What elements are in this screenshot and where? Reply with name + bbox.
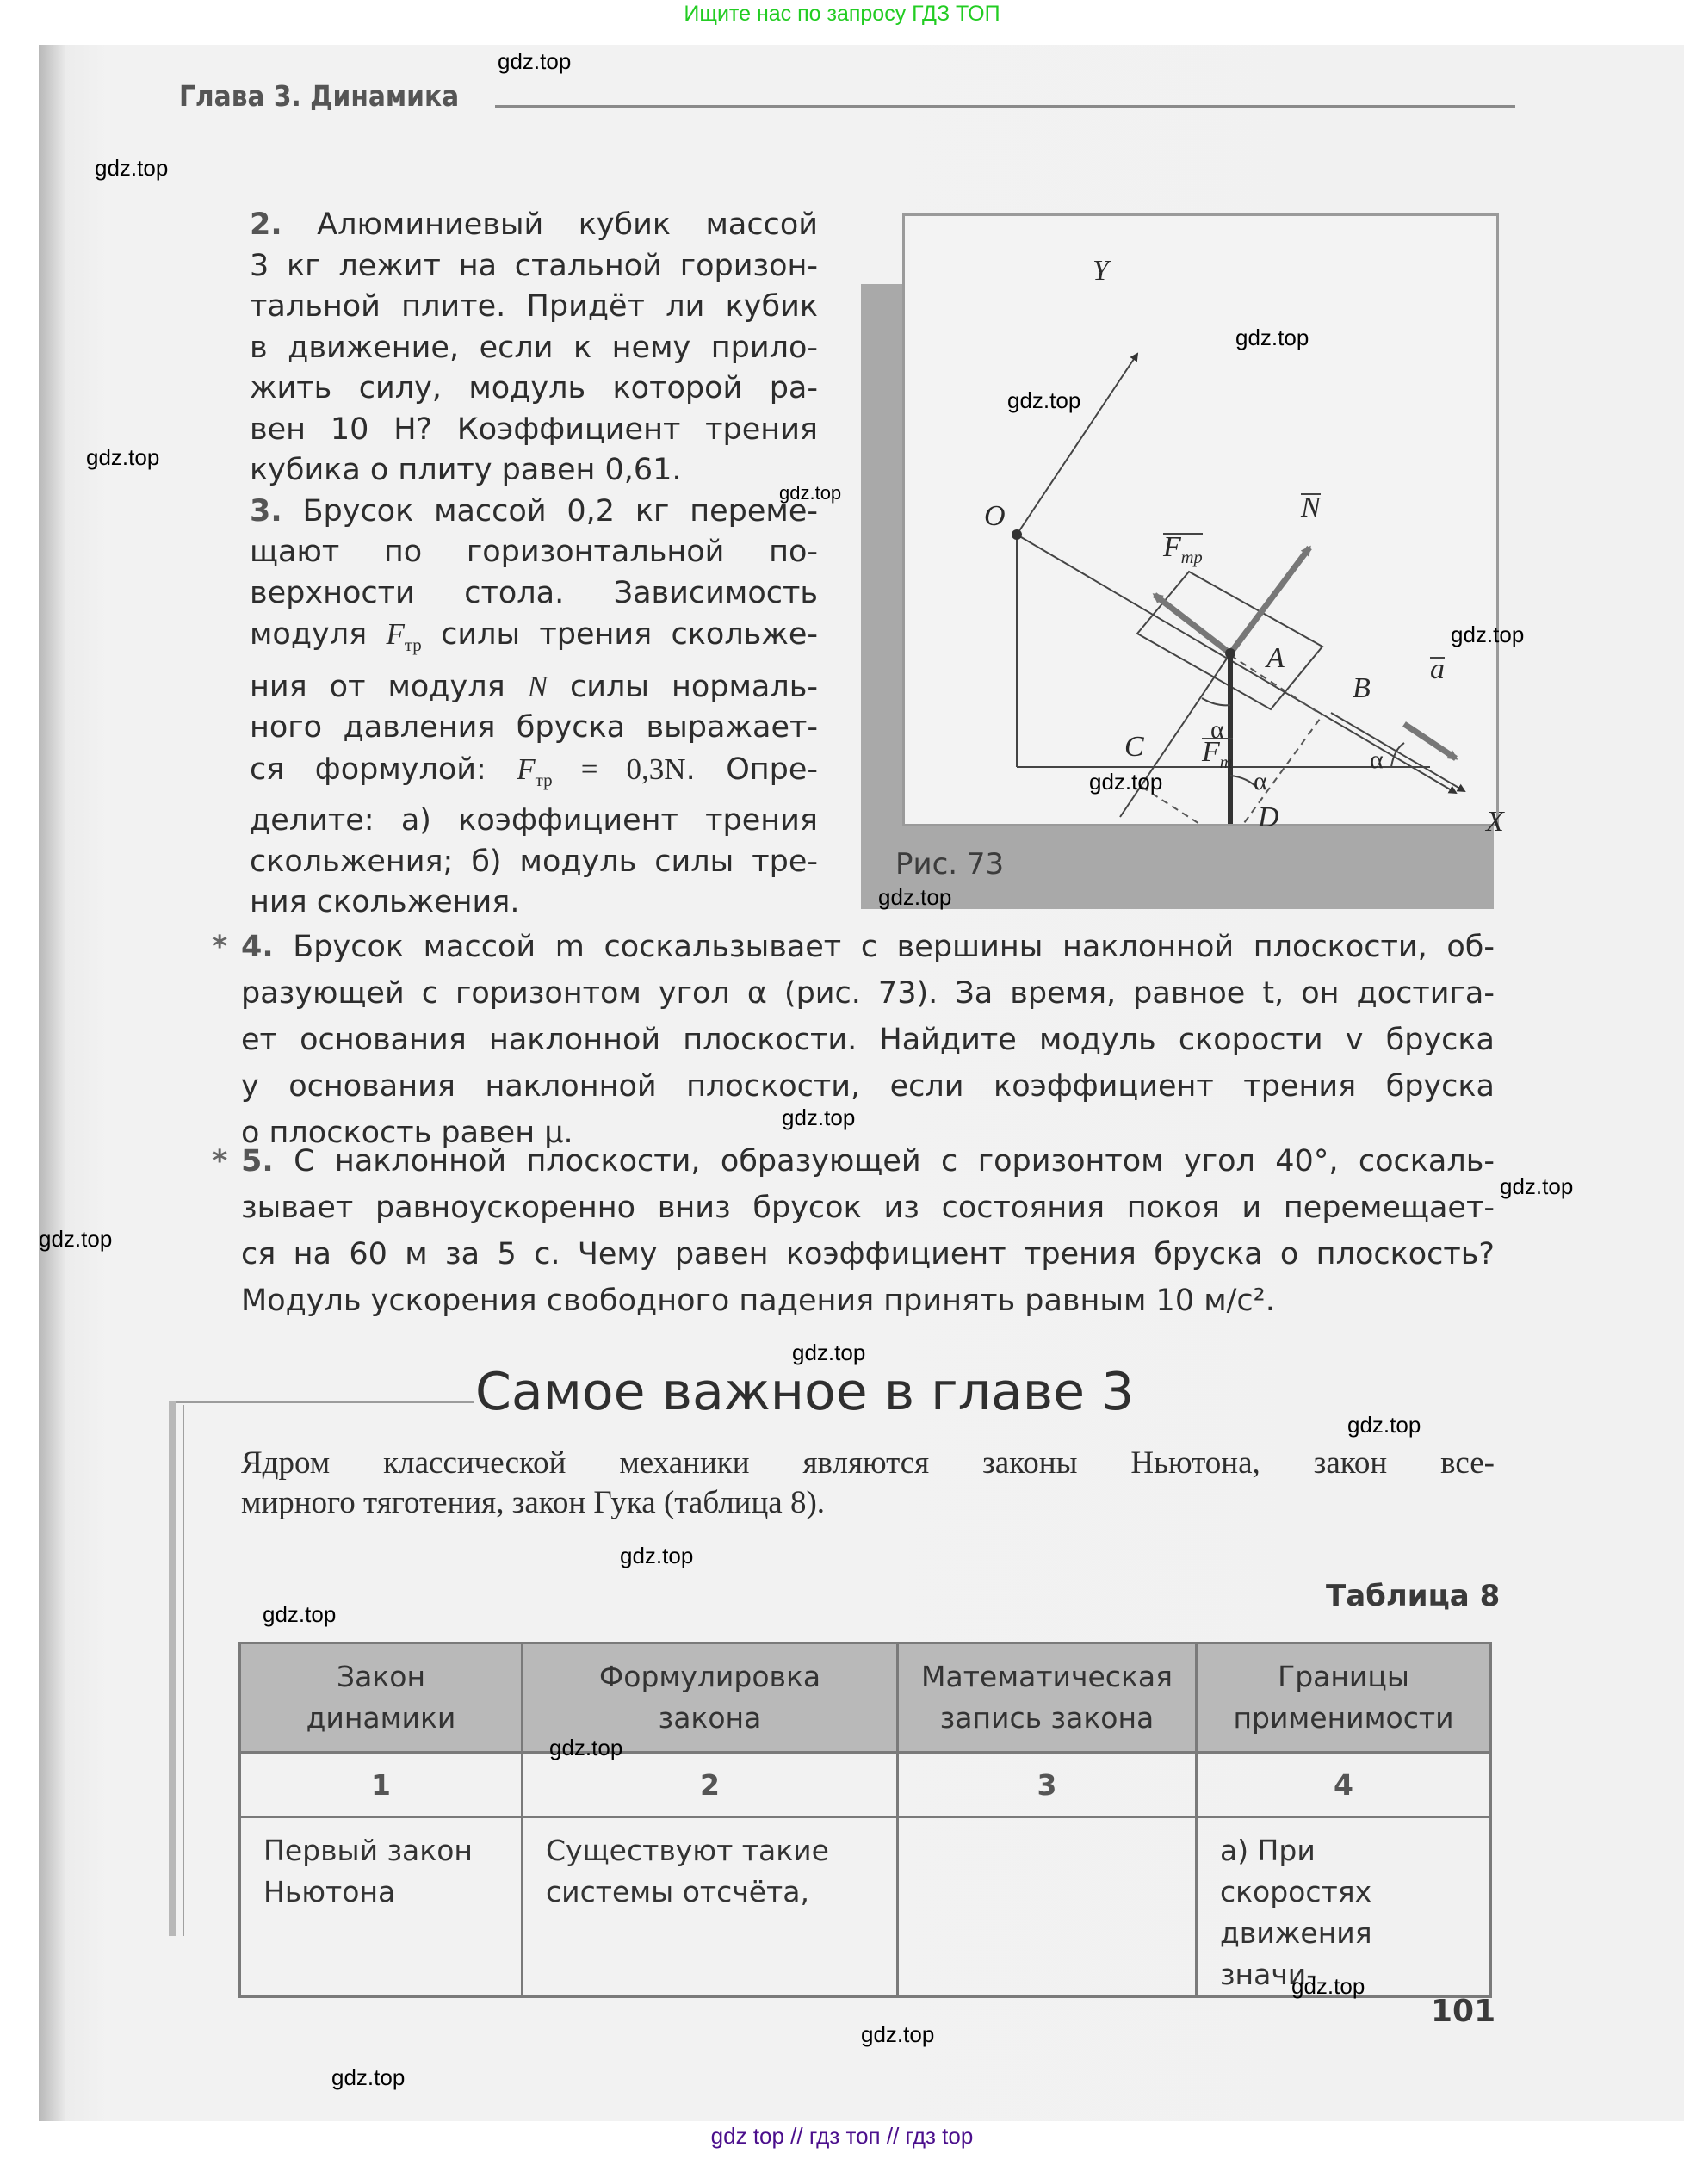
page-spine-shadow xyxy=(39,45,65,2121)
label-sub: тр xyxy=(1180,548,1203,567)
watermark: gdz.top xyxy=(620,1543,694,1568)
point-a xyxy=(1225,648,1235,659)
table-cell xyxy=(898,1817,1197,1997)
problem-5-line: ся на 60 м за 5 с. Чему равен коэффициент трения бруска о плоскость? xyxy=(241,1237,1495,1271)
watermark: gdz.top xyxy=(549,1735,623,1760)
variable-F: F xyxy=(386,617,405,651)
problem-number: 2. xyxy=(250,207,282,242)
point-o xyxy=(1012,529,1022,540)
figure-caption: Рис. 73 xyxy=(895,847,1005,882)
problem-text: Алюминиевый кубик массой xyxy=(317,207,818,242)
cell-text: системы отсчёта, xyxy=(546,1875,809,1909)
watermark: gdz.top xyxy=(331,2064,406,2090)
header-text: Математическая xyxy=(921,1660,1173,1693)
chapter-header: Глава 3. Динамика xyxy=(179,79,460,113)
problem-2-line: в движение, если к нему прило- xyxy=(250,330,818,365)
difficulty-star: * xyxy=(212,1144,228,1179)
problem-3 xyxy=(250,492,818,924)
label-sub: т xyxy=(1219,752,1233,772)
text: . Опре- xyxy=(685,752,818,787)
paragraph-line: мирного тяготения, закон Гука (таблица 8). xyxy=(241,1485,826,1520)
variable-N: N xyxy=(527,669,548,703)
table-cell xyxy=(240,1817,523,1997)
section-frame-left xyxy=(169,1401,176,1936)
problem-3-line xyxy=(250,666,818,708)
x-axis-incline xyxy=(1017,535,1456,793)
problem-2 xyxy=(250,205,818,492)
problems-column xyxy=(250,205,818,924)
watermark: gdz.top xyxy=(861,2021,935,2047)
watermark: gdz.top xyxy=(779,482,842,504)
problem-5 xyxy=(212,1138,1495,1324)
problem-text: Брусок массой m соскальзывает с вершины наклонной плоскости, об- xyxy=(293,930,1495,964)
problem-4-line: ет основания наклонной плоскости. Найдите модуль скорости v бруска xyxy=(241,1023,1495,1057)
problem-4-line: разующей с горизонтом угол α (рис. 73). За время, равное t, он достига- xyxy=(241,976,1495,1011)
section-title: Самое важное в главе 3 xyxy=(475,1362,1135,1422)
problem-3-line xyxy=(250,492,818,533)
footer-links[interactable]: gdz top // гдз топ // гдз top xyxy=(710,2123,974,2149)
watermark: gdz.top xyxy=(1235,325,1309,350)
watermark: gdz.top xyxy=(878,884,952,910)
text: силы нормаль- xyxy=(548,669,818,704)
header-cell xyxy=(1196,1643,1490,1753)
problem-number: 4. xyxy=(241,930,274,964)
problem-2-line: жить силу, модуль которой ра- xyxy=(250,371,818,405)
friction-force-vector xyxy=(1155,595,1230,653)
problem-number: 3. xyxy=(250,493,282,529)
section-frame-left-inner xyxy=(183,1405,184,1936)
watermark: gdz.top xyxy=(263,1601,337,1627)
label-a-point: A xyxy=(1266,642,1285,674)
header-text: запись закона xyxy=(939,1701,1155,1735)
problem-text: С наклонной плоскости, образующей с горизонтом угол 40°, соскаль- xyxy=(294,1144,1495,1179)
figure-73 xyxy=(902,213,1504,838)
header-text: Границы xyxy=(1278,1660,1409,1693)
label-x: X xyxy=(1486,806,1504,838)
watermark: gdz.top xyxy=(1347,1412,1421,1438)
watermark: gdz.top xyxy=(1500,1173,1574,1199)
label-n-vector: N xyxy=(1301,492,1321,523)
watermark: gdz.top xyxy=(1007,387,1081,413)
label-d: D xyxy=(1258,801,1279,833)
watermark: gdz.top xyxy=(86,444,160,470)
problem-5-line xyxy=(241,1138,1495,1185)
formula: = 0,3N xyxy=(552,752,686,786)
subscript: тр xyxy=(535,769,553,790)
difficulty-star: * xyxy=(212,930,228,964)
header-rule xyxy=(495,105,1515,108)
problem-2-line: 3 кг лежит на стальной горизон- xyxy=(250,248,818,283)
label-f: F xyxy=(1163,531,1181,563)
column-number: 1 xyxy=(240,1753,523,1817)
problem-2-line: кубика о плиту равен 0,61. xyxy=(250,453,682,487)
y-axis xyxy=(1017,354,1137,535)
problem-3-line xyxy=(250,614,818,666)
header-text: Формулировка xyxy=(598,1660,821,1693)
problem-2-line: вен 10 Н? Коэффициент трения xyxy=(250,411,818,447)
summary-paragraph xyxy=(241,1444,1495,1523)
normal-force-vector xyxy=(1230,548,1309,653)
label-b: B xyxy=(1353,672,1371,704)
paragraph-line: Ядром классической механики являются законы Ньютона, закон все- xyxy=(241,1445,1495,1481)
column-number: 2 xyxy=(523,1753,898,1817)
label-alpha-base: α xyxy=(1370,746,1384,774)
watermark: gdz.top xyxy=(782,1104,856,1130)
column-number: 4 xyxy=(1196,1753,1490,1817)
watermark: gdz.top xyxy=(792,1339,866,1365)
watermark: gdz.top xyxy=(1291,1973,1365,1999)
cell-text: Первый закон xyxy=(263,1834,473,1867)
problem-4-line xyxy=(241,924,1495,970)
header-cell xyxy=(240,1643,523,1753)
text: силы трения скольже- xyxy=(421,617,819,652)
header-text: Закон xyxy=(336,1660,426,1693)
problem-4-line: у основания наклонной плоскости, если коэффициент трения бруска xyxy=(241,1069,1495,1104)
variable-F: F xyxy=(517,752,536,786)
table-cell xyxy=(1196,1817,1490,1997)
header-text: применимости xyxy=(1233,1701,1454,1735)
label-o: O xyxy=(984,500,1006,532)
cell-text: Ньютона xyxy=(263,1875,396,1909)
problem-number: 5. xyxy=(241,1144,274,1179)
search-banner[interactable]: Ищите нас по запросу ГДЗ ТОП xyxy=(684,2,1000,26)
problem-4-line: о плоскость равен μ. xyxy=(241,1116,573,1150)
acceleration-vector xyxy=(1404,724,1456,758)
watermark: gdz.top xyxy=(39,1226,113,1252)
problem-5-line: Модуль ускорения свободного падения принять равным 10 м/с². xyxy=(241,1284,1275,1318)
text: модуля xyxy=(250,617,387,652)
watermark: gdz.top xyxy=(1451,622,1525,647)
label-c: C xyxy=(1124,731,1144,763)
section-frame-top xyxy=(172,1401,474,1403)
table-cell xyxy=(523,1817,898,1997)
table-header-row xyxy=(240,1643,1491,1753)
cell-text: Существуют такие xyxy=(546,1834,829,1867)
watermark: gdz.top xyxy=(498,48,572,74)
label-alpha-c: α xyxy=(1210,715,1224,744)
problem-4 xyxy=(212,924,1495,1156)
header-cell xyxy=(898,1643,1197,1753)
page-number: 101 xyxy=(1431,1994,1496,2029)
watermark: gdz.top xyxy=(1089,769,1163,795)
label-alpha-d: α xyxy=(1254,767,1267,795)
problem-5-line: зывает равноускоренно вниз брусок из состояния покоя и перемещает- xyxy=(241,1191,1495,1225)
label-y: Y xyxy=(1093,255,1109,287)
label-ftr-vector xyxy=(1163,533,1203,571)
label-f: F xyxy=(1202,736,1220,768)
text: ся формулой: xyxy=(250,752,517,787)
cell-text: а) При скоростях xyxy=(1219,1834,1372,1909)
laws-table xyxy=(238,1642,1492,1998)
cell-text: движения значи- xyxy=(1219,1916,1372,1991)
header-text: закона xyxy=(658,1701,762,1735)
angle-arc-c xyxy=(1202,698,1230,705)
watermark: gdz.top xyxy=(95,155,169,181)
column-number: 3 xyxy=(898,1753,1197,1817)
problem-3-line xyxy=(250,749,818,801)
label-a-vector: a xyxy=(1430,653,1445,685)
problem-3-line: ния скольжения. xyxy=(250,885,520,919)
problem-3-line: скольжения; б) модуль силы тре- xyxy=(250,844,818,879)
problem-3-line: верхности стола. Зависимость xyxy=(250,575,818,610)
table-row xyxy=(240,1817,1491,1997)
problem-3-line: ного давления бруска выражает- xyxy=(250,710,818,745)
problem-text: Брусок массой 0,2 кг переме- xyxy=(302,493,818,529)
subscript: тр xyxy=(404,634,422,655)
column-number-row xyxy=(240,1753,1491,1817)
text: ния от модуля xyxy=(250,669,528,704)
header-text: динамики xyxy=(306,1701,456,1735)
problem-2-line: тальной плите. Придёт ли кубик xyxy=(250,289,818,324)
problem-3-line: делите: а) коэффициент трения xyxy=(250,803,818,838)
problem-3-line: щают по горизонтальной по- xyxy=(250,535,818,569)
problem-2-line xyxy=(250,205,818,246)
table-caption: Таблица 8 xyxy=(1326,1579,1501,1613)
